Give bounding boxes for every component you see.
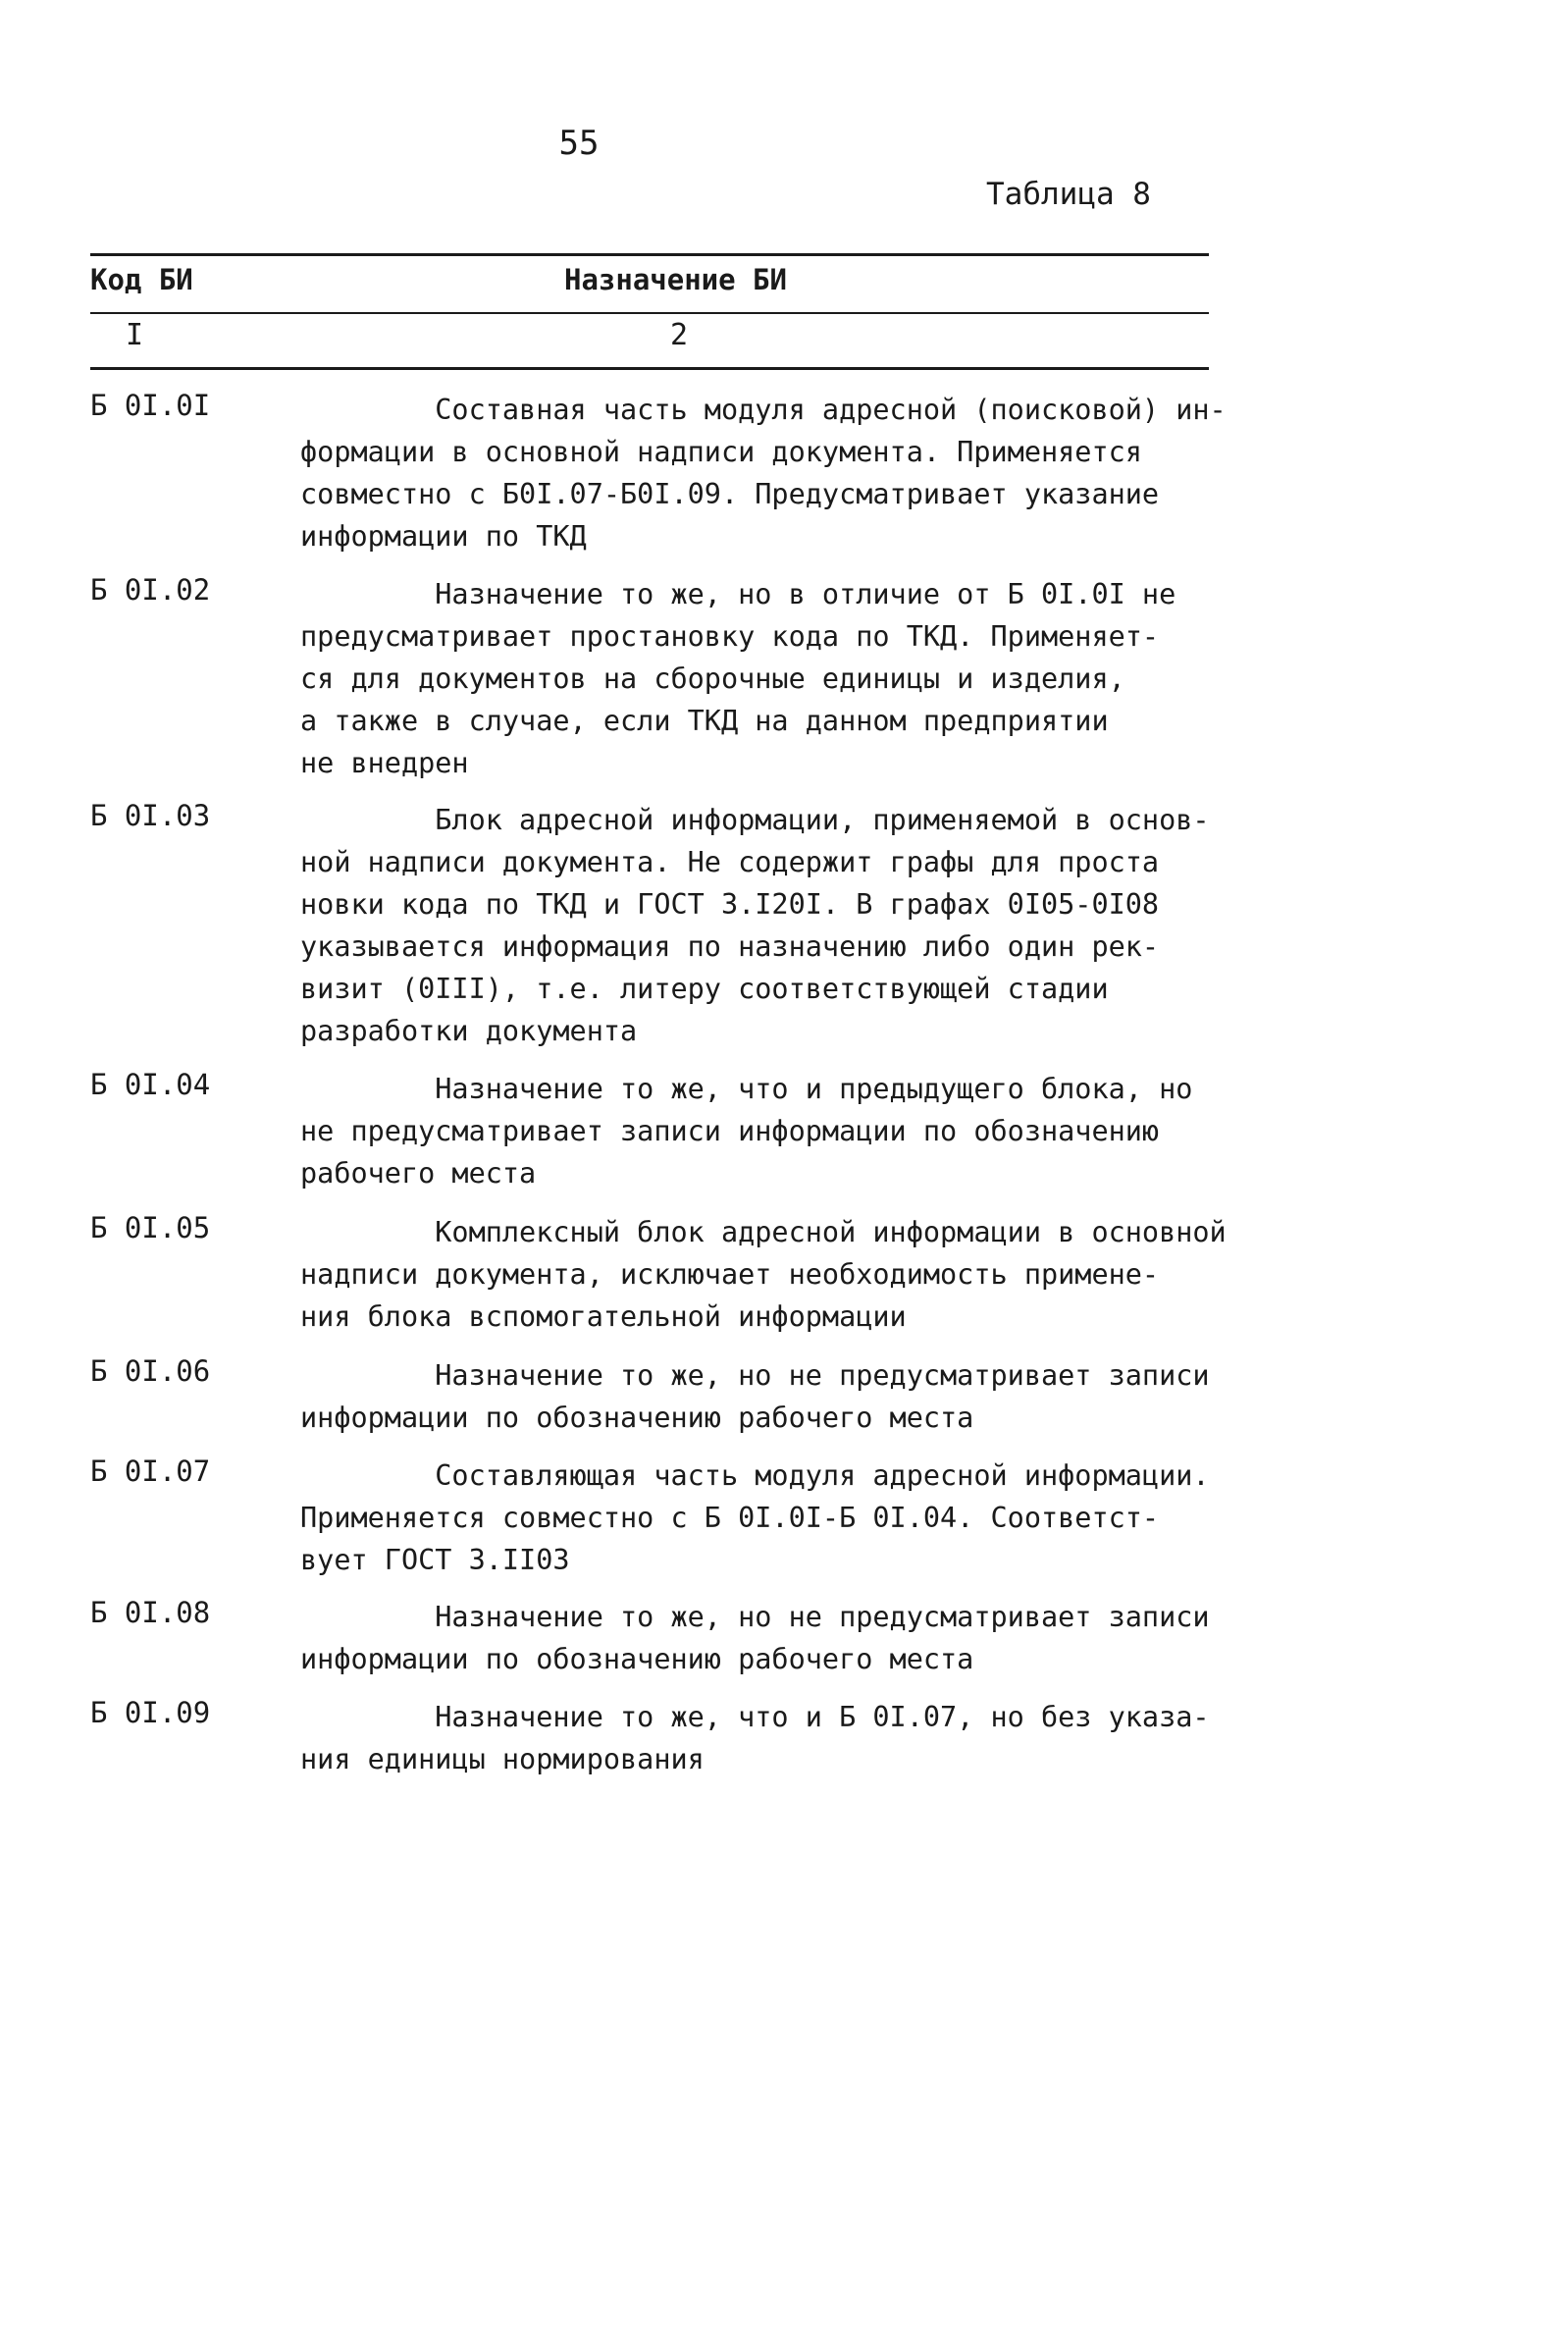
row-description <box>300 389 1227 557</box>
row-code: Б 0I.06 <box>90 1354 211 1388</box>
text-line: Назначение то же, но в отличие от Б 0I.0I не <box>300 578 1176 610</box>
text-line: не внедрен <box>300 747 469 779</box>
text-line: Применяется совместно с Б 0I.0I-Б 0I.04. Соответст- <box>300 1502 1160 1534</box>
text-line: Назначение то же, что и Б 0I.07, но без указа- <box>300 1701 1210 1733</box>
text-line: Блок адресной информации, применяемой в основ- <box>300 804 1210 836</box>
text-line: Назначение то же, что и предыдущего блока, но <box>300 1073 1193 1105</box>
text-line: Назначение то же, но не предусматривает записи <box>300 1359 1210 1392</box>
row-code: Б 0I.0I <box>90 389 211 422</box>
text-line: Комплексный блок адресной информации в основной <box>300 1216 1227 1248</box>
row-code: Б 0I.09 <box>90 1696 211 1729</box>
row-code: Б 0I.02 <box>90 573 211 607</box>
table-label: Таблица 8 <box>986 177 1151 212</box>
text-line: информации по обозначению рабочего места <box>300 1643 974 1675</box>
text-line: разработки документа <box>300 1015 638 1047</box>
header-code: Код БИ <box>90 263 193 296</box>
text-line: не предусматривает записи информации по обозначению <box>300 1115 1160 1147</box>
text-line: информации по ТКД <box>300 520 587 553</box>
table-top-rule <box>90 253 1209 256</box>
row-code: Б 0I.03 <box>90 799 211 832</box>
text-line: указывается информация по назначению либо один рек- <box>300 930 1160 963</box>
row-code: Б 0I.08 <box>90 1596 211 1629</box>
row-description <box>300 1354 1209 1439</box>
text-line: а также в случае, если ТКД на данном предприятии <box>300 705 1109 737</box>
row-description <box>300 573 1209 784</box>
text-line: рабочего места <box>300 1157 537 1190</box>
row-description <box>300 1596 1209 1680</box>
row-description <box>300 799 1209 1052</box>
row-code: Б 0I.07 <box>90 1454 211 1488</box>
text-line: Составляющая часть модуля адресной информации. <box>300 1459 1210 1492</box>
text-line: ния единицы нормирования <box>300 1743 705 1775</box>
row-description <box>300 1211 1227 1338</box>
text-line: ся для документов на сборочные единицы и изделия, <box>300 662 1125 695</box>
page-number: 55 <box>558 124 600 163</box>
row-description <box>300 1454 1209 1581</box>
row-description <box>300 1696 1209 1780</box>
text-line: ной надписи документа. Не содержит графы для проста <box>300 846 1160 878</box>
text-line: визит (0III), т.е. литеру соответствующей стадии <box>300 973 1109 1005</box>
text-line: информации по обозначению рабочего места <box>300 1401 974 1434</box>
text-line: вует ГОСТ 3.II03 <box>300 1544 570 1576</box>
text-line: ния блока вспомогательной информации <box>300 1300 907 1333</box>
text-line: новки кода по ТКД и ГОСТ 3.I20I. В графах 0I05-0I08 <box>300 888 1160 921</box>
row-description <box>300 1068 1209 1194</box>
header-purpose: Назначение БИ <box>564 263 787 296</box>
text-line: формации в основной надписи документа. Применяется <box>300 436 1142 468</box>
header-rule <box>90 312 1209 314</box>
text-line: совместно с Б0I.07-Б0I.09. Предусматривает указание <box>300 478 1160 510</box>
column-number-1: I <box>126 318 144 352</box>
text-line: предусматривает простановку кода по ТКД. Применяет- <box>300 620 1160 653</box>
text-line: надписи документа, исключает необходимость примене- <box>300 1258 1160 1291</box>
text-line: Назначение то же, но не предусматривает записи <box>300 1601 1210 1633</box>
column-numbers-rule <box>90 367 1209 370</box>
row-code: Б 0I.05 <box>90 1211 211 1244</box>
text-line: Составная часть модуля адресной (поисковой) ин- <box>300 394 1227 426</box>
row-code: Б 0I.04 <box>90 1068 211 1101</box>
column-number-2: 2 <box>670 318 689 352</box>
